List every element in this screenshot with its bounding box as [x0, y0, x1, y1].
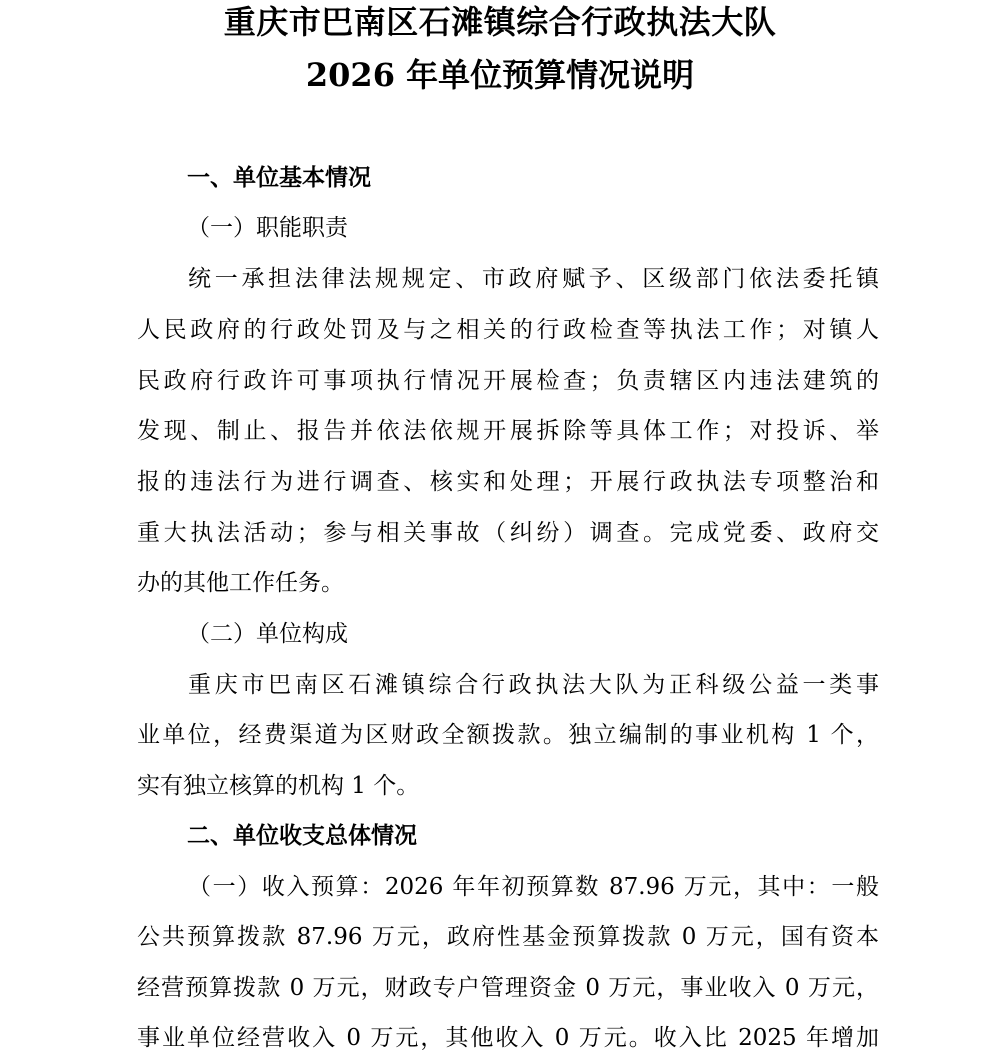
paragraph-line: 经营预算拨款 0 万元，财政专户管理资金 0 万元，事业收入 0 万元， — [137, 975, 879, 1001]
paragraph-line: 统一承担法律法规规定、市政府赋予、区级部门依法委托镇 — [188, 266, 879, 292]
paragraph-line: 民政府行政许可事项执行情况开展检查；负责辖区内违法建筑的 — [137, 368, 879, 394]
paragraph-line: 实有独立核算的机构 1 个。 — [137, 773, 420, 799]
paragraph-line: 人民政府的行政处罚及与之相关的行政检查等执法工作；对镇人 — [137, 317, 879, 343]
paragraph-line: 报的违法行为进行调查、核实和处理；开展行政执法专项整治和 — [137, 469, 879, 495]
subsection-heading-functions: （一）职能职责 — [187, 215, 348, 241]
document-title-line-2: 2026 年单位预算情况说明 — [305, 56, 695, 94]
subsection-heading-composition: （二）单位构成 — [187, 621, 348, 647]
subsection-label-revenue-budget: （一）收入预算： — [188, 874, 385, 900]
paragraph-line: 重庆市巴南区石滩镇综合行政执法大队为正科级公益一类事 — [188, 672, 879, 698]
paragraph-line: 事业单位经营收入 0 万元，其他收入 0 万元。收入比 2025 年增加 — [137, 1025, 879, 1051]
section-heading-revenue-expenditure: 二、单位收支总体情况 — [187, 822, 417, 849]
paragraph-line: 发现、制止、报告并依法依规开展拆除等具体工作；对投诉、举 — [137, 418, 879, 444]
document-title-line-1: 重庆市巴南区石滩镇综合行政执法大队 — [223, 3, 777, 41]
paragraph-line: 重大执法活动；参与相关事故（纠纷）调查。完成党委、政府交 — [137, 520, 879, 546]
paragraph-line-text: 2026 年年初预算数 87.96 万元，其中：一般 — [384, 874, 880, 900]
paragraph-line: 业单位，经费渠道为区财政全额拨款。独立编制的事业机构 1 个， — [137, 722, 879, 748]
paragraph-line: 公共预算拨款 87.96 万元，政府性基金预算拨款 0 万元，国有资本 — [137, 924, 879, 950]
paragraph-line — [188, 872, 879, 902]
section-heading-basic-info: 一、单位基本情况 — [187, 164, 371, 191]
paragraph-line: 办的其他工作任务。 — [137, 570, 344, 596]
